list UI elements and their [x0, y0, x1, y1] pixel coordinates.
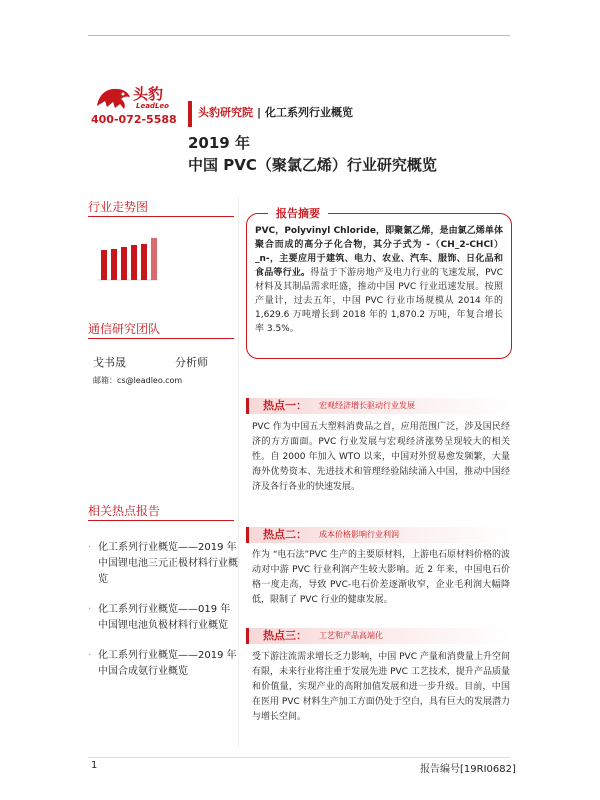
bullet-icon: · [88, 542, 92, 553]
chart-bar [151, 238, 157, 280]
report-number: 报告编号[19RI0682] [420, 764, 516, 775]
logo [93, 80, 185, 116]
trend-heading-rule [88, 216, 234, 217]
hot-topic-2-body: 作为 “电石法”PVC 生产的主要原材料，上游电石原材料价格的波动对中游 PVC 行业利润产生较大影响。近 2 年来，中国电石价格一度走高，导致 PVC-电石价差逐渐收窄，企业毛利润大幅降低，限制了 PVC 行业的健康发展。 [252, 550, 510, 605]
series-name: 化工系列行业概览 [265, 106, 354, 119]
related-report-item[interactable] [88, 602, 238, 634]
page-number: 1 [91, 760, 98, 771]
brand-bar [188, 101, 510, 127]
author-role: 分析师 [175, 356, 208, 369]
column-divider [238, 196, 239, 748]
chart-bar [111, 249, 117, 280]
brand-separator: | [257, 106, 262, 119]
author-name: 戈书晟 [93, 356, 126, 369]
logo-brand: 头豹 [133, 85, 164, 103]
page-title [188, 132, 437, 176]
related-report-title: 化工系列行业概览——2019 年中国合成氨行业概览 [98, 650, 237, 677]
hot-topic-title: 工艺和产品高端化 [319, 631, 383, 640]
reports-heading: 相关热点报告 [88, 504, 161, 518]
related-report-title: 化工系列行业概览——2019 年中国锂电池三元正极材料行业概览 [98, 542, 238, 585]
title-year: 2019 年 [188, 134, 250, 152]
related-report-title: 化工系列行业概览——019 年中国锂电池负极材料行业概览 [98, 604, 231, 631]
hot-topic-label: 热点三： [263, 629, 307, 642]
hot-topic-2-header [246, 527, 512, 543]
summary-bold: PVC，Polyvinyl Chloride，即聚氯乙烯，是由氯乙烯单体聚合而成的高分子化合物，其分子式为 -（CH_2-CHCl）_n-，主要应用于建筑、电力、农业、汽车、服饰、日化品和食品等行业。 [255, 226, 503, 278]
summary-box [246, 213, 512, 359]
related-report-item[interactable] [88, 648, 238, 680]
hot-topic-label: 热点一： [263, 399, 307, 412]
title-main: 中国 PVC（聚氯乙烯）行业研究概览 [188, 156, 437, 174]
hot-topic-1-body: PVC 作为中国五大塑料消费品之首，应用范围广泛，涉及国民经济的方方面面。PVC 行业发展与宏观经济涨势呈现较大的相关性。自 2000 年加入 WTO 以来，中国对外贸易愈发频繁，大量海外优势资本、先进技术和管理经验陆续涌入中国，推动中国经济及各行各业的快速发展。 [252, 422, 510, 492]
team-heading-rule [88, 338, 234, 339]
phone-number: 400-072-5588 [91, 113, 177, 126]
chart-bar [141, 244, 147, 280]
top-rule [88, 35, 510, 36]
hot-topic-1-header [246, 398, 512, 414]
institute-name: 头豹研究院 [198, 106, 253, 119]
related-reports-list [88, 540, 238, 694]
hot-topic-3-header [246, 628, 512, 644]
chart-bar [121, 247, 127, 280]
summary-normal: 得益于下游房地产及电力行业的飞速发展，PVC 材料及其制品需求旺盛，推动中国 PVC 行业迅速发展。按照产量计，过去五年，中国 PVC 行业市场规模从 2014 年的 1,629.6 万吨增长到 2018 年的 1,870.2 万吨，年复合增长率 3.5%。 [255, 268, 503, 334]
bullet-icon: · [88, 650, 92, 661]
hot-topic-title: 宏观经济增长驱动行业发展 [319, 401, 415, 410]
summary-text [255, 224, 503, 336]
reports-heading-rule [88, 520, 234, 521]
trend-chart [93, 224, 163, 286]
hot-topic-title: 成本价格影响行业利润 [319, 530, 399, 539]
logo-sub: LeadLeo [136, 102, 169, 110]
author-email[interactable]: 邮箱：cs@leadleo.com [93, 376, 183, 385]
leopard-logo-icon [93, 80, 133, 116]
chart-bar [131, 245, 137, 280]
bullet-icon: · [88, 604, 92, 615]
hot-topic-3-body: 受下游注流需求增长乏力影响，中国 PVC 产量和消费量上升空间有限，未来行业将注重于发展先进 PVC 工艺技术，提升产品质量和价值量，实现产业的高附加值发展和进一步升级。目前，中国在医用 PVC 材料生产加工方面仍处于空白，具有巨大的发展潜力与增长空间。 [252, 652, 510, 722]
related-report-item[interactable] [88, 540, 238, 588]
chart-bar [101, 250, 107, 280]
summary-label: 报告摘要 [268, 205, 328, 221]
hot-topic-label: 热点二： [263, 528, 307, 541]
trend-heading: 行业走势图 [88, 200, 149, 214]
bottom-rule [88, 757, 510, 758]
team-heading: 通信研究团队 [88, 322, 161, 336]
